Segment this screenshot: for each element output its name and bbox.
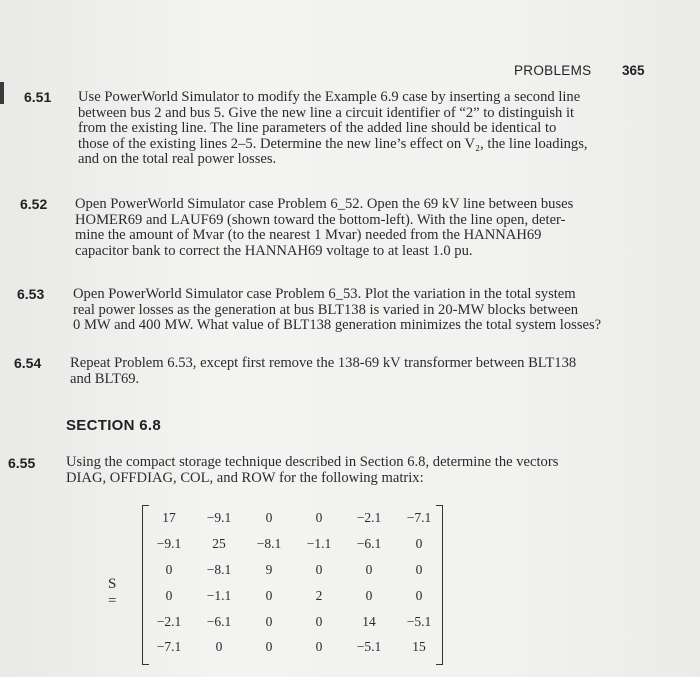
- problem-number: 6.54: [14, 355, 42, 371]
- matrix-cell: 25: [212, 536, 226, 551]
- matrix-cell: −1.1: [206, 588, 232, 603]
- problem-number: 6.52: [20, 196, 48, 212]
- running-head: PROBLEMS: [514, 63, 592, 78]
- matrix-cell: 17: [162, 510, 176, 525]
- matrix-cell: 0: [265, 614, 273, 629]
- matrix-cell: 0: [215, 639, 223, 654]
- matrix-cell: 0: [315, 510, 323, 525]
- problem-number: 6.55: [8, 455, 36, 471]
- matrix-cell: −7.1: [406, 510, 432, 525]
- text-line: DIAG, OFFDIAG, COL, and ROW for the following matrix:: [66, 469, 424, 486]
- matrix-cell: 0: [165, 562, 173, 577]
- matrix-label: S =: [108, 576, 117, 609]
- matrix-cell: 0: [315, 614, 323, 629]
- matrix-cell: −5.1: [406, 614, 432, 629]
- text-line: and on the total real power losses.: [78, 151, 277, 168]
- matrix-cell: −8.1: [206, 562, 232, 577]
- text-line: from the existing line. The line parameters of the added line should be identical to: [78, 120, 557, 137]
- matrix-cell: 14: [362, 614, 376, 629]
- matrix-cell: 0: [315, 562, 323, 577]
- matrix-cell: −6.1: [356, 536, 382, 551]
- text-line: Repeat Problem 6.53, except first remove the 138-69 kV transformer between BLT138: [70, 355, 577, 371]
- problem-number: 6.53: [17, 286, 45, 302]
- matrix-cell: −5.1: [356, 639, 382, 654]
- matrix-cell: 0: [365, 562, 373, 577]
- text-line: those of the existing lines 2–5. Determine the new line’s effect on V₂, the line loadings,: [78, 135, 588, 152]
- text-line: and BLT69.: [70, 370, 140, 387]
- text-line: real power losses as the generation at bus BLT138 is varied in 20-MW blocks between: [73, 301, 578, 318]
- matrix-cell: 0: [415, 588, 423, 603]
- matrix-cell: −7.1: [156, 639, 182, 654]
- matrix-cell: −9.1: [206, 510, 232, 525]
- matrix-cell: 9: [265, 562, 273, 577]
- text-line: between bus 2 and bus 5. Give the new line a circuit identifier of “2” to distinguish it: [78, 104, 575, 121]
- matrix-cell: 0: [265, 588, 273, 603]
- problem-text: [73, 287, 650, 334]
- matrix-cell: −6.1: [206, 614, 232, 629]
- matrix-cell: 0: [265, 510, 273, 525]
- text-line: 0 MW and 400 MW. What value of BLT138 generation minimizes the total system losses?: [73, 317, 602, 334]
- matrix-cell: −2.1: [156, 614, 182, 629]
- problem-text: [70, 356, 650, 387]
- problem-text: [66, 455, 650, 486]
- matrix-cell: 0: [315, 639, 323, 654]
- text-line: Open PowerWorld Simulator case Problem 6_52. Open the 69 kV line between buses: [75, 196, 574, 212]
- page-number: 365: [622, 63, 645, 78]
- text-line: HOMER69 and LAUF69 (shown toward the bottom-left). With the line open, deter-: [75, 211, 566, 228]
- problem-number: 6.51: [24, 89, 52, 105]
- matrix-cell: 15: [412, 639, 426, 654]
- page-edge-mark: [0, 82, 4, 104]
- section-heading: SECTION 6.8: [66, 417, 161, 434]
- text-line: capacitor bank to correct the HANNAH69 voltage to at least 1.0 pu.: [75, 242, 473, 259]
- matrix-cell: 0: [265, 639, 273, 654]
- text-line: Use PowerWorld Simulator to modify the Example 6.9 case by inserting a second line: [78, 89, 581, 105]
- matrix-cell: −9.1: [156, 536, 182, 551]
- matrix-cell: 0: [415, 562, 423, 577]
- text-line: Open PowerWorld Simulator case Problem 6_53. Plot the variation in the total system: [73, 286, 576, 302]
- matrix-cell: −8.1: [256, 536, 282, 551]
- matrix-cell: 0: [365, 588, 373, 603]
- matrix-cell: 2: [315, 588, 323, 603]
- matrix-cell: −2.1: [356, 510, 382, 525]
- matrix-cell: 0: [415, 536, 423, 551]
- problem-text: [78, 90, 650, 168]
- problem-text: [75, 197, 650, 259]
- matrix-cell: 0: [165, 588, 173, 603]
- matrix-cell: −1.1: [306, 536, 332, 551]
- text-line: mine the amount of Mvar (to the nearest 1 Mvar) needed from the HANNAH69: [75, 227, 542, 244]
- text-line: Using the compact storage technique described in Section 6.8, determine the vectors: [66, 454, 559, 470]
